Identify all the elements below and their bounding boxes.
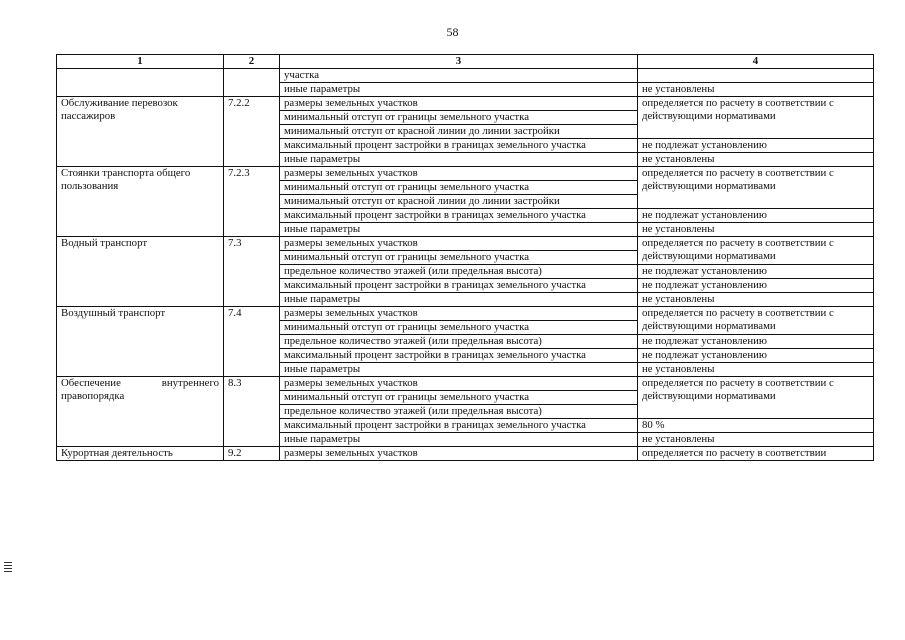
header-col-1: 1 [57, 55, 224, 69]
use-type-cell: Стоянки транспорта общего пользования [57, 167, 224, 237]
page-number: 58 [446, 25, 459, 39]
table-row [57, 447, 874, 461]
param-cell: размеры земельных участков [280, 167, 638, 181]
param-cell: размеры земельных участков [280, 97, 638, 111]
param-cell: максимальный процент застройки в границах земельного участка [280, 279, 638, 293]
value-cell: не установлены [638, 433, 874, 447]
header-col-4: 4 [638, 55, 874, 69]
param-cell: минимальный отступ от красной линии до линии застройки [280, 195, 638, 209]
value-cell: не установлены [638, 83, 874, 97]
value-cell: не подлежат установлению [638, 139, 874, 153]
param-cell: иные параметры [280, 153, 638, 167]
header-col-2: 2 [224, 55, 280, 69]
value-cell [638, 69, 874, 83]
value-cell: не подлежат установлению [638, 265, 874, 279]
use-type-cell: Обслуживание перевозок пассажиров [57, 97, 224, 167]
param-cell: размеры земельных участков [280, 447, 638, 461]
value-cell: не установлены [638, 293, 874, 307]
value-cell: не установлены [638, 223, 874, 237]
value-cell: не подлежат установлению [638, 349, 874, 363]
param-cell: минимальный отступ от границы земельного участка [280, 251, 638, 265]
value-cell: определяется по расчету в соответствии с действующими нормативами [638, 97, 874, 139]
header-col-3: 3 [280, 55, 638, 69]
value-cell: не установлены [638, 363, 874, 377]
param-cell: размеры земельных участков [280, 377, 638, 391]
table-row [57, 97, 874, 111]
value-cell: определяется по расчету в соответствии с действующими нормативами [638, 237, 874, 265]
param-cell: участка [280, 69, 638, 83]
value-cell: не установлены [638, 153, 874, 167]
param-cell: предельное количество этажей (или предельная высота) [280, 265, 638, 279]
margin-mark [4, 562, 12, 574]
param-cell: минимальный отступ от границы земельного участка [280, 321, 638, 335]
table-row [57, 167, 874, 181]
table-row [57, 237, 874, 251]
code-cell: 8.3 [224, 377, 280, 447]
use-type-cell: Водный транспорт [57, 237, 224, 307]
use-type-cell: Воздушный транспорт [57, 307, 224, 377]
use-type-cell: Обеспечение внутреннего правопорядка [57, 377, 224, 447]
param-cell: минимальный отступ от границы земельного участка [280, 391, 638, 405]
value-cell: определяется по расчету в соответствии с действующими нормативами [638, 167, 874, 209]
value-cell: не подлежат установлению [638, 209, 874, 223]
param-cell: минимальный отступ от границы земельного участка [280, 181, 638, 195]
param-cell: размеры земельных участков [280, 307, 638, 321]
regulations-table [56, 54, 874, 461]
value-cell: определяется по расчету в соответствии с действующими нормативами [638, 377, 874, 419]
code-cell: 7.2.2 [224, 97, 280, 167]
value-cell: не подлежат установлению [638, 335, 874, 349]
param-cell: предельное количество этажей (или предельная высота) [280, 335, 638, 349]
param-cell: размеры земельных участков [280, 237, 638, 251]
param-cell: максимальный процент застройки в границах земельного участка [280, 139, 638, 153]
code-cell: 7.3 [224, 237, 280, 307]
param-cell: минимальный отступ от границы земельного участка [280, 111, 638, 125]
param-cell: предельное количество этажей (или предельная высота) [280, 405, 638, 419]
value-cell: 80 % [638, 419, 874, 433]
value-cell: определяется по расчету в соответствии с действующими нормативами [638, 307, 874, 335]
table-row [57, 307, 874, 321]
code-cell [224, 69, 280, 97]
value-cell: определяется по расчету в соответствии [638, 447, 874, 461]
param-cell: иные параметры [280, 433, 638, 447]
param-cell: максимальный процент застройки в границах земельного участка [280, 419, 638, 433]
use-type-cell: Курортная деятельность [57, 447, 224, 461]
code-cell: 7.2.3 [224, 167, 280, 237]
param-cell: иные параметры [280, 293, 638, 307]
param-cell: иные параметры [280, 223, 638, 237]
param-cell: минимальный отступ от красной линии до линии застройки [280, 125, 638, 139]
value-cell: не подлежат установлению [638, 279, 874, 293]
code-cell: 7.4 [224, 307, 280, 377]
header-row [57, 55, 874, 69]
param-cell: иные параметры [280, 83, 638, 97]
table-row [57, 69, 874, 83]
code-cell: 9.2 [224, 447, 280, 461]
param-cell: максимальный процент застройки в границах земельного участка [280, 349, 638, 363]
use-type-cell [57, 69, 224, 97]
param-cell: максимальный процент застройки в границах земельного участка [280, 209, 638, 223]
table-row [57, 377, 874, 391]
param-cell: иные параметры [280, 363, 638, 377]
